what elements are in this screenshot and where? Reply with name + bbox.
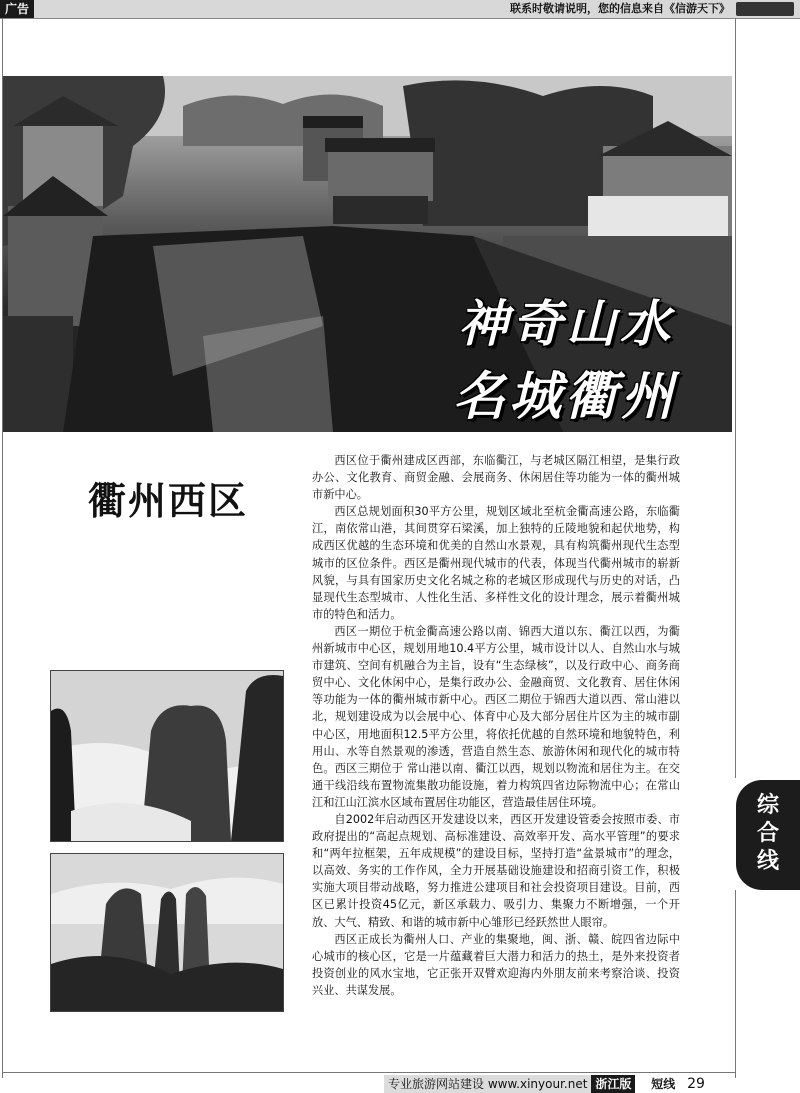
cliff-scene-image [51,671,283,841]
magazine-logo-icon [736,2,794,16]
top-banner [0,0,800,19]
page-frame-right [735,18,736,778]
ad-tag: 广告 [0,0,34,18]
article-paragraph: 自2002年启动西区开发建设以来，西区开发建设管委会按照市委、市政府提出的“高起点规划、高标准建设、高效率开发、高水平管理”的要求和“两年拉框架，五年成规模”的建设目标，坚持打造“盆景城市”的理念，以高效、务实的工作作风，全力开展基础设施建设和招商引资工作，积极实施大项目带动战略，努力推进公建项目和社会投资项目建设。目前，西区已累计投资45亿元，新区承载力、吸引力、集聚力不断增强，一个开放、大气、精致、和谐的城市新中心雏形已经跃然世人眼帘。 [312,812,680,929]
slogan-line-2: 名城衢州 [453,366,678,427]
side-tab-char: 线 [756,849,779,874]
hero-photo-canal [3,76,732,432]
footer-site: 专业旅游网站建设 www.xinyour.net [384,1075,591,1093]
contact-note: 联系时敬请说明，您的信息来自《信游天下》 [510,2,730,15]
article-paragraph: 西区正成长为衢州人口、产业的集聚地，闽、浙、赣、皖四省边际中心城市的核心区，它是一片蕴藏着巨大潜力和活力的热土，是外来投资者投资创业的风水宝地，它正张开双臂欢迎海内外朋友前来考察洽谈、投资兴业、共谋发展。 [312,932,680,997]
side-tab-char: 综 [756,793,779,818]
footer-section: 短线 [651,1077,676,1091]
article-body [312,452,680,999]
page-frame-right-lower [735,890,736,1078]
article-paragraph: 西区位于衢州建成区西部，东临衢江，与老城区隔江相望，是集行政办公、文化教育、商贸金融、会展商务、休闲居住等功能为一体的衢州城市新中心。 [312,454,680,502]
rock-pillars-image [51,854,283,1011]
footer-edition: 浙江版 [591,1075,635,1093]
article-paragraph: 西区总规划面积30平方公里，规划区域北至杭金衢高速公路，东临衢江，南依常山港，其间贯穿石梁溪，加上独特的丘陵地貌和起伏地势，构成西区优越的生态环境和优美的自然山水景观，具有构筑衢州现代生态型城市的区位条件。西区是衢州现代城市的代表，体现当代衢州城市的崭新风貌，与具有国家历史文化名城之称的老城区形成现代与历史的对话，凸显现代生态型城市、人性化生活、多样性文化的设计理念，展示着衢州城市的特色和活力。 [312,505,680,621]
page-footer [384,1075,705,1093]
side-tab-char: 合 [756,821,779,846]
page-number: 29 [687,1076,705,1092]
section-side-tab [736,780,800,890]
photo-rock-pillars [50,853,284,1012]
slogan-line-1: 神奇山水 [458,294,674,353]
page-frame-bottom [2,1072,736,1073]
photo-cliffs-mist [50,670,284,842]
article-title: 衢州西区 [88,479,249,523]
article-paragraph: 西区一期位于杭金衢高速公路以南、锦西大道以东、衢江以西，为衢州新城市中心区，规划用地10.4平方公里，城市设计以人、自然山水与城市建筑、空间有机融合为主旨，设有“生态绿核”，以及行政中心、商务商贸中心、文化休闲中心，是集行政办公、金融商贸、文化教育、居住休闲等功能为一体的衢州城市新中心。西区二期位于锦西大道以西、常山港以北，规划建设成为以会展中心、体育中心及大部分居住片区为主的城市副中心区，用地面积12.5平方公里，将依托优越的自然环境和地貌特色，利用山、水等自然景观的渗透，营造自然生态、旅游休闲和现代化的城市特色。西区三期位于 常山港以南、衢江以西，规划以物流和居住为主。在交通干线沿线布置物流集散功能设施，着力构筑四省边际物流中心；在常山江和江山江滨水区域布置居住功能区，营造最佳居住环境。 [312,624,680,809]
